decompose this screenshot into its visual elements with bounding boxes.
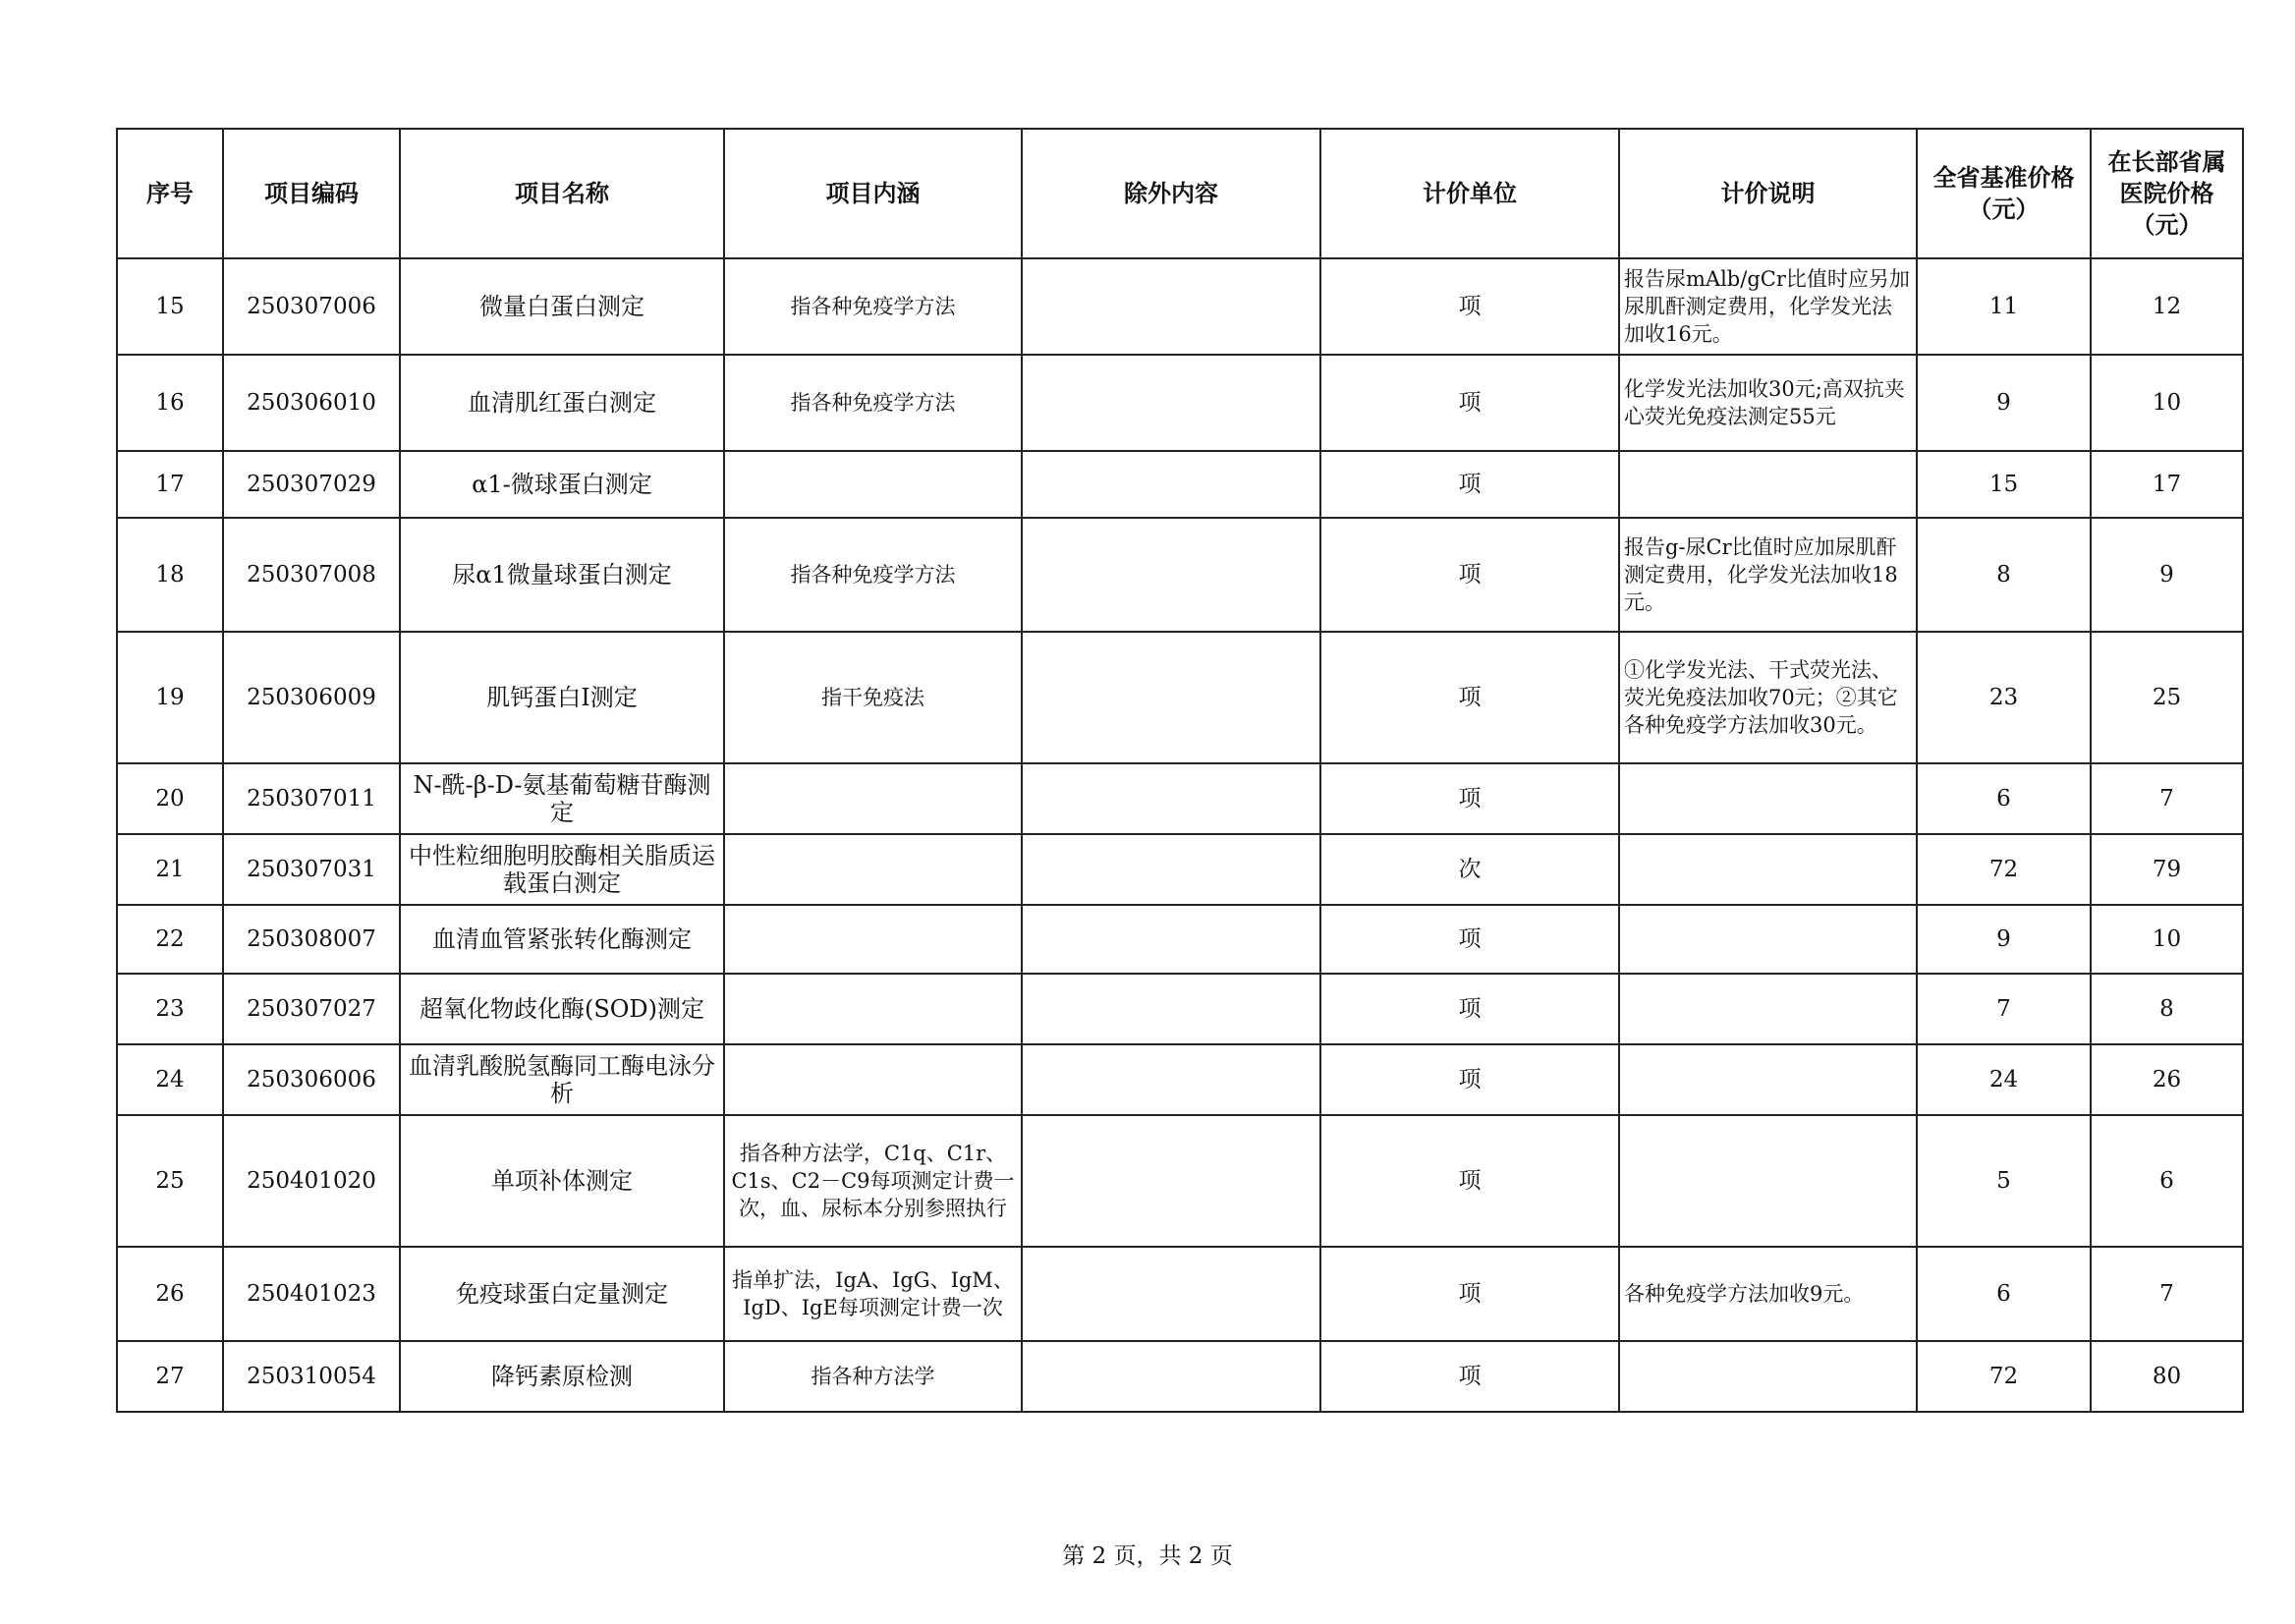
cell-name: N-酰-β-D-氨基葡萄糖苷酶测定 [400,763,724,834]
cell-excluded [1022,1341,1320,1412]
cell-hospital-price: 25 [2091,632,2243,763]
cell-content [724,763,1022,834]
cell-price: 15 [1917,451,2091,518]
cell-excluded [1022,905,1320,974]
table-row [117,632,2243,763]
cell-name: 超氧化物歧化酶(SOD)测定 [400,974,724,1044]
cell-excluded [1022,834,1320,905]
header-price: 全省基准价格（元） [1917,129,2091,258]
cell-code: 250401020 [223,1115,400,1247]
table-body [117,258,2243,1412]
cell-content: 指干免疫法 [724,632,1022,763]
cell-unit: 项 [1320,258,1619,355]
cell-code: 250306009 [223,632,400,763]
cell-hospital-price: 9 [2091,518,2243,632]
cell-note [1619,1044,1917,1115]
cell-no: 15 [117,258,223,355]
cell-excluded [1022,974,1320,1044]
cell-content: 指各种免疫学方法 [724,355,1022,451]
cell-unit: 项 [1320,1341,1619,1412]
cell-note [1619,834,1917,905]
page-footer: 第 2 页，共 2 页 [1062,1543,1233,1569]
cell-content: 指各种免疫学方法 [724,258,1022,355]
cell-code: 250307006 [223,258,400,355]
cell-excluded [1022,632,1320,763]
cell-name: 微量白蛋白测定 [400,258,724,355]
cell-code: 250401023 [223,1247,400,1341]
cell-hospital-price: 10 [2091,355,2243,451]
cell-excluded [1022,355,1320,451]
cell-name: 血清乳酸脱氢酶同工酶电泳分析 [400,1044,724,1115]
cell-unit: 项 [1320,632,1619,763]
cell-content [724,974,1022,1044]
cell-unit: 项 [1320,1247,1619,1341]
table-row [117,834,2243,905]
cell-price: 72 [1917,1341,2091,1412]
cell-excluded [1022,1247,1320,1341]
cell-note [1619,1341,1917,1412]
cell-name: 单项补体测定 [400,1115,724,1247]
cell-excluded [1022,1044,1320,1115]
cell-hospital-price: 7 [2091,1247,2243,1341]
cell-price: 9 [1917,905,2091,974]
cell-no: 21 [117,834,223,905]
cell-content [724,451,1022,518]
cell-excluded [1022,763,1320,834]
cell-note: 各种免疫学方法加收9元。 [1619,1247,1917,1341]
cell-code: 250308007 [223,905,400,974]
cell-note [1619,974,1917,1044]
cell-content [724,834,1022,905]
cell-content [724,905,1022,974]
cell-hospital-price: 17 [2091,451,2243,518]
cell-code: 250306006 [223,1044,400,1115]
cell-no: 24 [117,1044,223,1115]
cell-unit: 项 [1320,518,1619,632]
cell-excluded [1022,1115,1320,1247]
cell-name: 免疫球蛋白定量测定 [400,1247,724,1341]
table-row [117,258,2243,355]
cell-name: 血清血管紧张转化酶测定 [400,905,724,974]
cell-name: 血清肌红蛋白测定 [400,355,724,451]
cell-unit: 次 [1320,834,1619,905]
cell-code: 250307031 [223,834,400,905]
cell-name: 降钙素原检测 [400,1341,724,1412]
cell-excluded [1022,258,1320,355]
cell-note [1619,763,1917,834]
cell-content [724,1044,1022,1115]
cell-content: 指各种方法学 [724,1341,1022,1412]
header-row [117,129,2243,258]
cell-note: 报告尿mAlb/gCr比值时应另加尿肌酐测定费用，化学发光法加收16元。 [1619,258,1917,355]
header-excluded: 除外内容 [1022,129,1320,258]
cell-name: 尿α1微量球蛋白测定 [400,518,724,632]
cell-note [1619,451,1917,518]
cell-content: 指各种方法学，C1q、C1r、C1s、C2－C9每项测定计费一次，血、尿标本分别参照执行 [724,1115,1022,1247]
table-row [117,974,2243,1044]
header-hospital-price: 在长部省属医院价格（元） [2091,129,2243,258]
header-content: 项目内涵 [724,129,1022,258]
cell-note: 报告g-尿Cr比值时应加尿肌酐测定费用，化学发光法加收18元。 [1619,518,1917,632]
cell-no: 27 [117,1341,223,1412]
cell-code: 250306010 [223,355,400,451]
cell-no: 16 [117,355,223,451]
cell-price: 7 [1917,974,2091,1044]
cell-unit: 项 [1320,1044,1619,1115]
cell-hospital-price: 10 [2091,905,2243,974]
cell-content: 指各种免疫学方法 [724,518,1022,632]
header-note: 计价说明 [1619,129,1917,258]
cell-price: 6 [1917,1247,2091,1341]
cell-code: 250307027 [223,974,400,1044]
cell-note: ①化学发光法、干式荧光法、荧光免疫法加收70元；②其它各种免疫学方法加收30元。 [1619,632,1917,763]
header-code: 项目编码 [223,129,400,258]
cell-no: 22 [117,905,223,974]
table-row [117,1341,2243,1412]
cell-hospital-price: 6 [2091,1115,2243,1247]
cell-unit: 项 [1320,1115,1619,1247]
table-row [117,905,2243,974]
table-row [117,518,2243,632]
cell-price: 72 [1917,834,2091,905]
cell-price: 11 [1917,258,2091,355]
cell-hospital-price: 26 [2091,1044,2243,1115]
cell-hospital-price: 8 [2091,974,2243,1044]
table-row [117,763,2243,834]
table-row [117,1115,2243,1247]
cell-no: 17 [117,451,223,518]
cell-excluded [1022,451,1320,518]
header-unit: 计价单位 [1320,129,1619,258]
price-table [116,128,2244,1413]
cell-price: 24 [1917,1044,2091,1115]
cell-name: 中性粒细胞明胶酶相关脂质运载蛋白测定 [400,834,724,905]
cell-code: 250307029 [223,451,400,518]
table-row [117,451,2243,518]
header-no: 序号 [117,129,223,258]
cell-unit: 项 [1320,974,1619,1044]
cell-no: 23 [117,974,223,1044]
cell-price: 5 [1917,1115,2091,1247]
cell-note [1619,1115,1917,1247]
cell-name: 肌钙蛋白Ⅰ测定 [400,632,724,763]
cell-hospital-price: 79 [2091,834,2243,905]
cell-note [1619,905,1917,974]
cell-unit: 项 [1320,905,1619,974]
table-row [117,1247,2243,1341]
cell-no: 25 [117,1115,223,1247]
table-row [117,1044,2243,1115]
cell-price: 9 [1917,355,2091,451]
cell-hospital-price: 7 [2091,763,2243,834]
cell-no: 26 [117,1247,223,1341]
cell-content: 指单扩法，IgA、IgG、IgM、IgD、IgE每项测定计费一次 [724,1247,1022,1341]
cell-code: 250310054 [223,1341,400,1412]
cell-no: 19 [117,632,223,763]
cell-name: α1-微球蛋白测定 [400,451,724,518]
cell-no: 20 [117,763,223,834]
cell-price: 23 [1917,632,2091,763]
cell-note: 化学发光法加收30元;高双抗夹心荧光免疫法测定55元 [1619,355,1917,451]
cell-unit: 项 [1320,763,1619,834]
cell-hospital-price: 12 [2091,258,2243,355]
cell-price: 8 [1917,518,2091,632]
cell-unit: 项 [1320,451,1619,518]
cell-code: 250307011 [223,763,400,834]
cell-code: 250307008 [223,518,400,632]
cell-no: 18 [117,518,223,632]
cell-hospital-price: 80 [2091,1341,2243,1412]
cell-excluded [1022,518,1320,632]
table-row [117,355,2243,451]
cell-price: 6 [1917,763,2091,834]
header-name: 项目名称 [400,129,724,258]
cell-unit: 项 [1320,355,1619,451]
